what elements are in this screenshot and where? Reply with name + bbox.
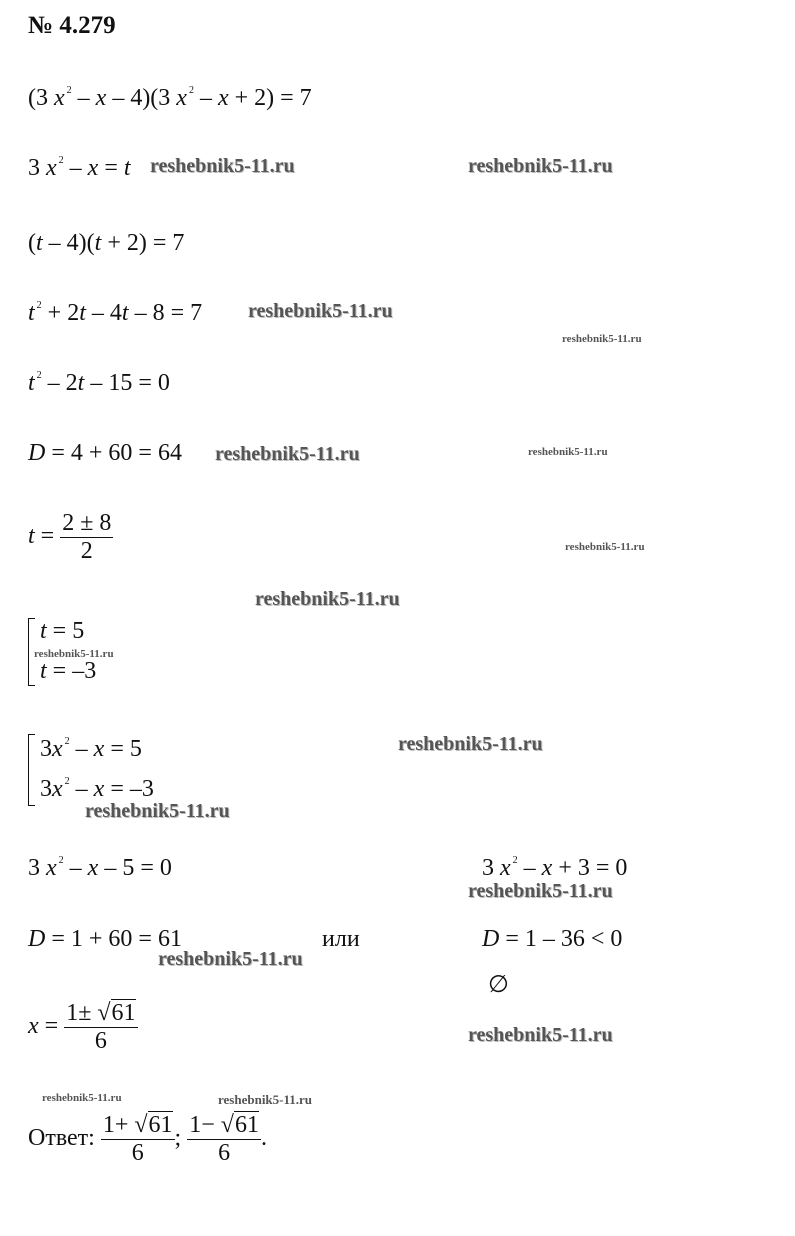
watermark: reshebnik5-11.ru — [565, 541, 645, 553]
or-word: или — [322, 926, 360, 952]
answer-separator: ; — [174, 1125, 182, 1152]
system1-root-b: t = –3 — [40, 658, 97, 684]
system2-eq-b: 3x $^2$ – x = –3 — [40, 776, 154, 802]
roots-x-denominator: 6 — [94, 1028, 107, 1054]
watermark: reshebnik5-11.ru — [85, 800, 230, 822]
watermark: reshebnik5-11.ru — [34, 648, 114, 660]
answer1-denominator: 6 — [131, 1140, 144, 1166]
watermark: reshebnik5-11.ru — [248, 300, 393, 322]
watermark: reshebnik5-11.ru — [398, 733, 543, 755]
left-discriminant: D = 1 + 60 = 61 — [28, 926, 182, 952]
equation-in-t: (t – 4)(t + 2) = 7 — [28, 230, 185, 256]
roots-x-numerator: 1± √61 — [66, 1000, 136, 1026]
watermark: reshebnik5-11.ru — [468, 880, 613, 902]
answer2-denominator: 6 — [218, 1140, 231, 1166]
watermark: reshebnik5-11.ru — [468, 155, 613, 177]
watermark: reshebnik5-11.ru — [528, 446, 608, 458]
watermark: reshebnik5-11.ru — [42, 1092, 122, 1104]
discriminant-t: D = 4 + 60 = 64 — [28, 440, 182, 466]
watermark: reshebnik5-11.ru — [468, 1024, 613, 1046]
watermark: reshebnik5-11.ru — [255, 588, 400, 610]
answer-label: Ответ: — [28, 1125, 95, 1152]
expanded-equation: t $^2$ + 2t – 4t – 8 = 7 — [28, 300, 203, 326]
answer2-numerator: 1− √61 — [189, 1112, 259, 1138]
roots-formula-t: t = $\frac{2 \pm 8}{2}$ — [28, 510, 112, 564]
right-quadratic: 3 x $^2$ – x + 3 = 0 — [482, 855, 628, 881]
roots-t-numerator: 2 ± 8 — [62, 510, 112, 536]
equation-original: (3 x $^2$ – x – 4)(3 x $^2$ – x + 2) = 7 — [28, 85, 312, 111]
roots-t-denominator: 2 — [80, 538, 93, 564]
right-discriminant: D = 1 – 36 < 0 — [482, 926, 623, 952]
substitution: 3 x $^2$ – x = t — [28, 155, 131, 181]
empty-set-symbol: ∅ — [488, 972, 509, 998]
watermark: reshebnik5-11.ru — [215, 443, 360, 465]
quadratic-in-t: t $^2$ – 2t – 15 = 0 — [28, 370, 170, 396]
system2-eq-a: 3x $^2$ – x = 5 — [40, 736, 142, 762]
answer-period: . — [260, 1125, 267, 1152]
system-bracket-2 — [28, 734, 35, 806]
system1-root-a: t = 5 — [40, 618, 85, 644]
watermark: reshebnik5-11.ru — [562, 333, 642, 345]
answer-line — [28, 1112, 267, 1167]
watermark: reshebnik5-11.ru — [218, 1092, 313, 1107]
answer1-numerator: 1+ √61 — [102, 1112, 173, 1138]
left-quadratic: 3 x $^2$ – x – 5 = 0 — [28, 855, 172, 881]
watermark: reshebnik5-11.ru — [150, 155, 295, 177]
roots-formula-x: x = $\frac{1\pm √61}{6}$ — [28, 1000, 136, 1054]
watermark: reshebnik5-11.ru — [158, 948, 303, 970]
problem-number: № 4.279 — [28, 12, 116, 39]
